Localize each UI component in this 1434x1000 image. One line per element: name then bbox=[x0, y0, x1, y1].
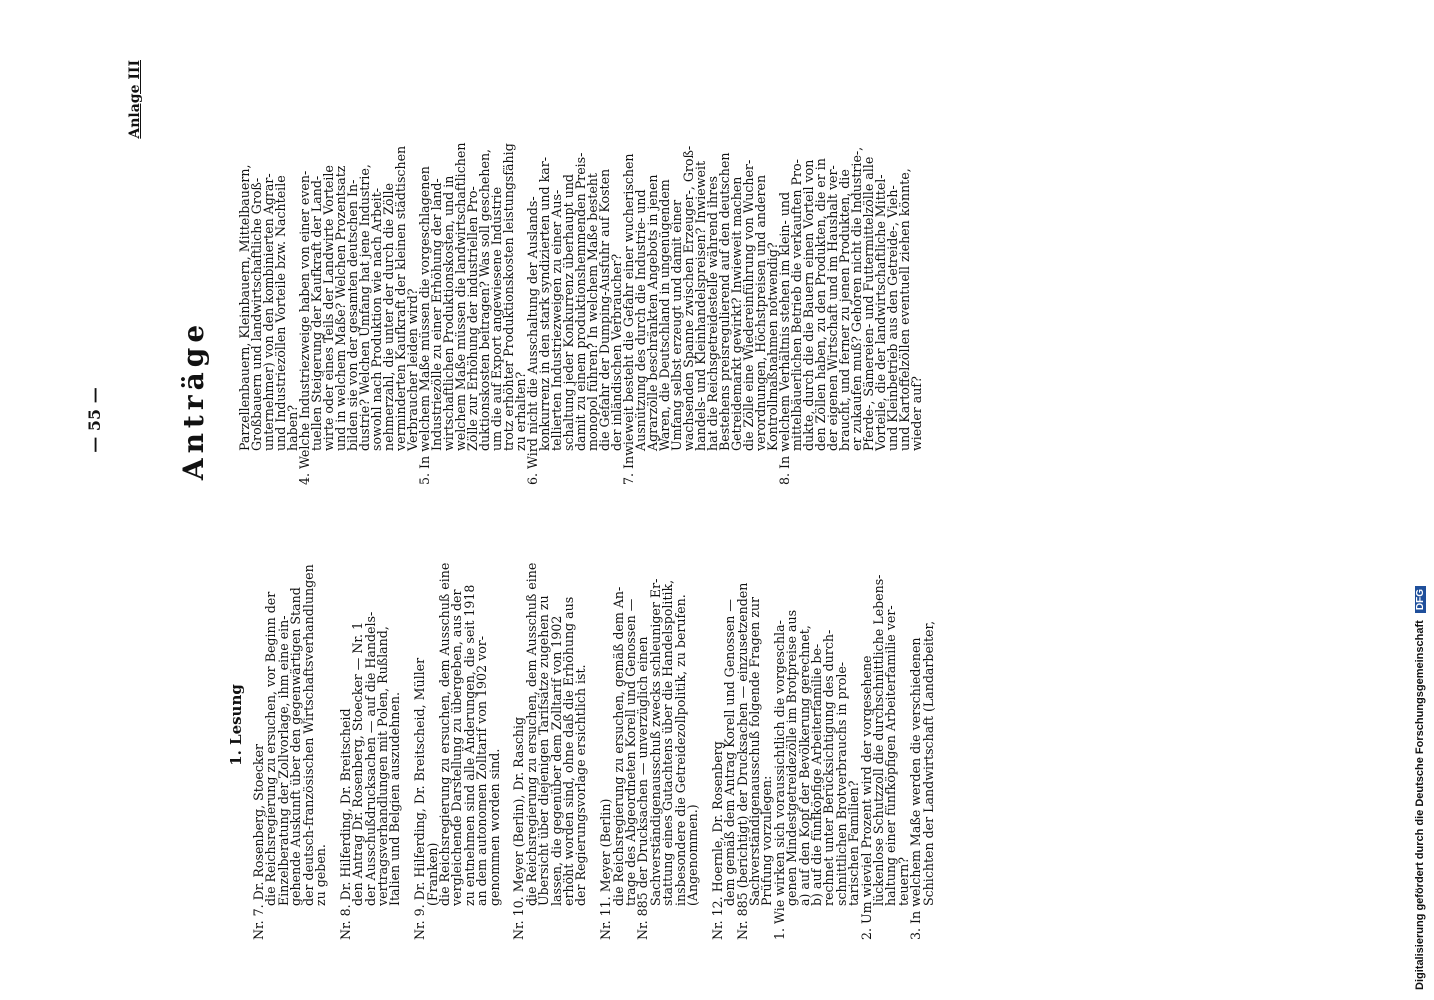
text-line: haben? bbox=[285, 405, 300, 451]
text-line: tarischen Familien? bbox=[846, 780, 862, 906]
page-heading: Anträge bbox=[177, 319, 210, 481]
text-line: verordnungen, Höchstpreisen und anderen bbox=[753, 174, 768, 451]
text-line: trage des Abgeordneten Korell und Genossen — bbox=[623, 598, 638, 906]
text-line: die Reichsregierung zu ersuchen, vor Beginn der bbox=[263, 591, 279, 906]
text-line: teuern? bbox=[895, 857, 911, 906]
text-line: und in welchem Maße? Welchen Prozentsatz bbox=[333, 165, 348, 451]
text-line: Industriezölle zu einer Erhöhung der land- bbox=[429, 178, 444, 451]
text-line: genen Mindestgetreidezölle im Brotpreise aus bbox=[784, 609, 800, 906]
dfg-logo: DFG bbox=[1415, 586, 1426, 613]
text-line: 6. Wird nicht die Ausschaltung der Auslands- bbox=[525, 196, 540, 485]
text-line: Vorteile, die der landwirtschaftliche Mittel- bbox=[873, 174, 888, 451]
text-line: der inländischen Verbraucher? bbox=[609, 253, 624, 451]
text-line: (Angenommen.) bbox=[685, 804, 700, 906]
text-line: Schichten der Landwirtschaft (Landarbeiter, bbox=[920, 620, 936, 906]
text-line: handels- und Kleinhandelspreisen? Inwieweit bbox=[693, 160, 708, 451]
text-line: die Reichsregierung zu ersuchen, dem Ausschuß eine bbox=[523, 562, 539, 906]
text-line: duktionskosten beitragen? Was soll geschehen, bbox=[477, 148, 492, 451]
text-line: die Gefahr der Dumping-Ausfuhr auf Kosten bbox=[597, 168, 612, 451]
text-line: schnittlichen Brotverbrauchs in prole- bbox=[833, 661, 849, 906]
text-line: dustrie? Welchen Umfang hat jene Industrie, bbox=[357, 164, 372, 451]
page-number: — 55 — bbox=[85, 387, 104, 453]
text-line: Waren, die Deutschland in ungenügendem bbox=[657, 179, 672, 451]
text-line: trotz erhöhter Produktionskosten leistungsfähig bbox=[501, 143, 516, 451]
text-line: lückenlose Schutzzoll die durchschnittliche Lebens- bbox=[871, 574, 886, 906]
text-line: insbesondere die Getreidezollpolitik, zu berufen. bbox=[672, 594, 688, 906]
text-line: 7. Inwieweit besteht die Gefahr einer wucherischen bbox=[621, 153, 636, 485]
text-line: Kontrollmaßnahmen notwendig? bbox=[765, 242, 780, 451]
text-line: Prüfung vorzulegen: bbox=[759, 775, 775, 906]
text-line: Pferde-, Sämereien- und Futtermittelzölle alle bbox=[861, 156, 876, 451]
text-line: (Franken) bbox=[424, 842, 440, 906]
text-line: wachsenden Spanne zwischen Erzeuger-, Groß- bbox=[681, 145, 696, 451]
text-line: wieder auf? bbox=[909, 376, 924, 451]
text-line: Bestehens preisregulierend auf den deutschen bbox=[717, 152, 732, 451]
text-line: den Antrag Dr. Rosenberg, Stoecker — Nr. 1 bbox=[350, 621, 366, 906]
text-line: die Reichsregierung zu ersuchen, gemäß dem An- bbox=[610, 586, 626, 906]
text-line: Italien und Belgien auszudehnen. bbox=[387, 692, 403, 906]
text-line: sowohl nach Produktion wie nach Arbeit- bbox=[369, 187, 384, 451]
text-line: Ausnützung des durch die Industrie- und bbox=[633, 189, 648, 451]
text-line: rechnet unter Berücksichtigung des durch- bbox=[821, 629, 837, 906]
text-line: tuellen Steigerung der Kaufkraft der Land- bbox=[309, 175, 324, 451]
text-line: 8. In welchem Verhältnis stehen im klein- und bbox=[777, 191, 792, 485]
text-line: lassen, die gegenüber dem Zolltarif von 1902 bbox=[548, 615, 564, 906]
text-line: und Industriezöllen Vorteile bzw. Nachteile bbox=[273, 175, 288, 451]
text-line: b) auf die fünfköpfige Arbeiterfamilie be- bbox=[809, 643, 824, 906]
text-line: wirte oder eines Teils der Landwirte Vorteile bbox=[321, 165, 336, 451]
text-line: Verbraucher leiden wird? bbox=[405, 288, 420, 451]
text-line: 1. Wie wirken sich voraussichtlich die vorgeschla- bbox=[771, 620, 787, 940]
text-line: zu geben. bbox=[313, 844, 328, 906]
text-line: und Kleinbetrieb aus den Getreide-, Vieh- bbox=[885, 185, 900, 451]
text-line: genommen worden sind. bbox=[486, 748, 502, 906]
text-line: stattung eines Gutachtens über die Handelspolitik, bbox=[660, 579, 676, 906]
text-line: gehende Auskunft über den gegenwärtigen Stand bbox=[288, 587, 304, 906]
text-line: welchem Maße müssen die landwirtschaftlichen bbox=[453, 142, 468, 451]
text-line: 5. In welchem Maße müssen die vorgeschlagenen bbox=[417, 166, 432, 485]
text-line: Nr. 11. Meyer (Berlin) bbox=[598, 798, 614, 940]
text-line: vertragsverhandlungen mit Polen, Rußland, bbox=[375, 626, 390, 906]
text-line: Großbauern und landwirtschaftliche Groß- bbox=[249, 177, 264, 451]
text-line: damit zu einem produktionshemmenden Preis- bbox=[573, 152, 588, 451]
text-line: schaltung jeder Konkurrenz überhaupt und bbox=[561, 174, 576, 451]
text-line: haltung einer fünfköpfigen Arbeiterfamilie ver- bbox=[883, 605, 899, 906]
text-line: der eigenen Wirtschaft und im Haushalt ver- bbox=[825, 165, 840, 451]
text-line: Nr. 8. Dr. Hilferding, Dr. Breitscheid bbox=[337, 708, 353, 940]
left-column bbox=[251, 520, 941, 940]
text-line: 2. Um wieviel Prozent wird der vorgesehene bbox=[858, 655, 874, 940]
text-line: erhöht worden sind, ohne daß die Erhöhung aus bbox=[561, 596, 576, 906]
text-line: der Ausschußdrucksachen — auf die Handels- bbox=[362, 611, 378, 906]
text-line: Nr. 7. Dr. Rosenberg, Stoecker bbox=[251, 744, 266, 940]
text-line: er zukaufen muß? Gehören nicht die Industrie-, bbox=[849, 146, 864, 451]
text-line: Sachverständigenausschuß folgende Fragen zur bbox=[747, 596, 762, 906]
text-line: mittelbäuerlichen Betrieb die verkauften Pro- bbox=[789, 159, 804, 451]
text-line: hat die Reichsgetreidestelle während ihres bbox=[705, 175, 720, 451]
text-line: Übersicht über diejenigen Tarifsätze zugehen zu bbox=[536, 595, 552, 906]
text-line: der Regierungsvorlage ersichtlich ist. bbox=[573, 664, 589, 906]
text-line: und Kartoffelzöllen eventuell ziehen könnte, bbox=[897, 168, 912, 451]
text-line: Nr. 10. Meyer (Berlin), Dr. Raschig bbox=[511, 716, 527, 940]
right-column bbox=[237, 65, 937, 485]
text-line: die Reichsregierung zu ersuchen, dem Ausschuß eine bbox=[437, 562, 452, 906]
text-line: a) auf den Kopf der Bevölkerung gerechnet, bbox=[796, 625, 812, 906]
text-line: vergleichende Darstellung zu übergeben, aus der bbox=[449, 589, 465, 906]
text-line: unternehmer) von den kombinierten Agrar- bbox=[261, 173, 276, 451]
funding-notice bbox=[1414, 0, 1426, 990]
text-line: Agrarzölle beschränkten Angebots in jenen bbox=[645, 174, 660, 451]
text-line: die Zölle eine Wiedereinführung von Wucher- bbox=[741, 159, 756, 451]
text-line: an dem autonomen Zolltarif von 1902 vor- bbox=[474, 635, 490, 906]
text-line: Nr. 12. Hoernle, Dr. Rosenberg bbox=[709, 741, 725, 940]
text-line: wirtschaftlichen Produktionskosten, und in bbox=[441, 175, 456, 451]
annex-label: Anlage III bbox=[127, 60, 143, 139]
funding-text: Digitalisierung gefördert durch die Deutsche Forschungsgemeinschaft bbox=[1414, 620, 1426, 990]
text-line: nehmerzahl, die unter der durch die Zölle bbox=[381, 183, 396, 451]
text-line: braucht, und ferner zu jenen Produkten, die bbox=[837, 169, 852, 451]
text-line: Einzelberatung der Zollvorlage, ihm eine ein- bbox=[275, 615, 291, 906]
text-line: verminderten Kaufkraft der kleinen städtischen bbox=[393, 145, 408, 451]
text-line: konkurrenz in den stark syndizierten und kar- bbox=[537, 156, 552, 451]
text-line: Parzellenbauern, Kleinbauern, Mittelbauern, bbox=[237, 164, 252, 451]
text-line: 3. In welchem Maße werden die verschiedenen bbox=[908, 637, 924, 940]
text-line: Zölle zur Erhöhung der industriellen Pro- bbox=[465, 186, 480, 451]
text-line: tellierten Industriezweigen zu einer Aus- bbox=[549, 189, 564, 451]
text-line: dem gemäß dem Antrag Korell und Genossen — bbox=[722, 599, 738, 906]
text-line: Umfang selbst erzeugt und damit einer bbox=[669, 199, 684, 451]
text-line: zu erhalten? bbox=[513, 371, 528, 451]
text-line: der deutsch-französischen Wirtschaftsverhandlungen bbox=[300, 564, 316, 906]
text-line: monopol führen? In welchem Maße besteht bbox=[585, 173, 600, 451]
text-line: Nr. 885 der Drucksachen — unverzüglich einen bbox=[635, 636, 651, 940]
text-line: zu entnehmen sind alle Änderungen, die seit 1918 bbox=[461, 584, 477, 906]
text-line: Nr. 9. Dr. Hilferding, Dr. Breitscheid, Müller bbox=[412, 657, 428, 940]
text-line: Sachverständigenausschuß zwecks schleuniger Er- bbox=[647, 578, 663, 906]
text-line: den Zöllen haben, zu den Produkten, die er in bbox=[813, 158, 828, 451]
text-line: dukte, durch die die Bauern einen Vorteil von bbox=[801, 159, 816, 451]
text-line: Getreidemarkt gewirkt? Inwieweit machen bbox=[729, 176, 744, 451]
text-line: 4. Welche Industriezweige haben von einer even- bbox=[297, 170, 312, 485]
section-title: 1. Lesung bbox=[227, 684, 245, 766]
text-line: Nr. 885 (berichtigt) der Drucksachen — einzusetzenden bbox=[734, 582, 750, 940]
text-line: bilden sie von der gesamten deutschen In- bbox=[345, 179, 360, 451]
text-line: um die auf Export angewiesene Industrie bbox=[489, 186, 504, 451]
